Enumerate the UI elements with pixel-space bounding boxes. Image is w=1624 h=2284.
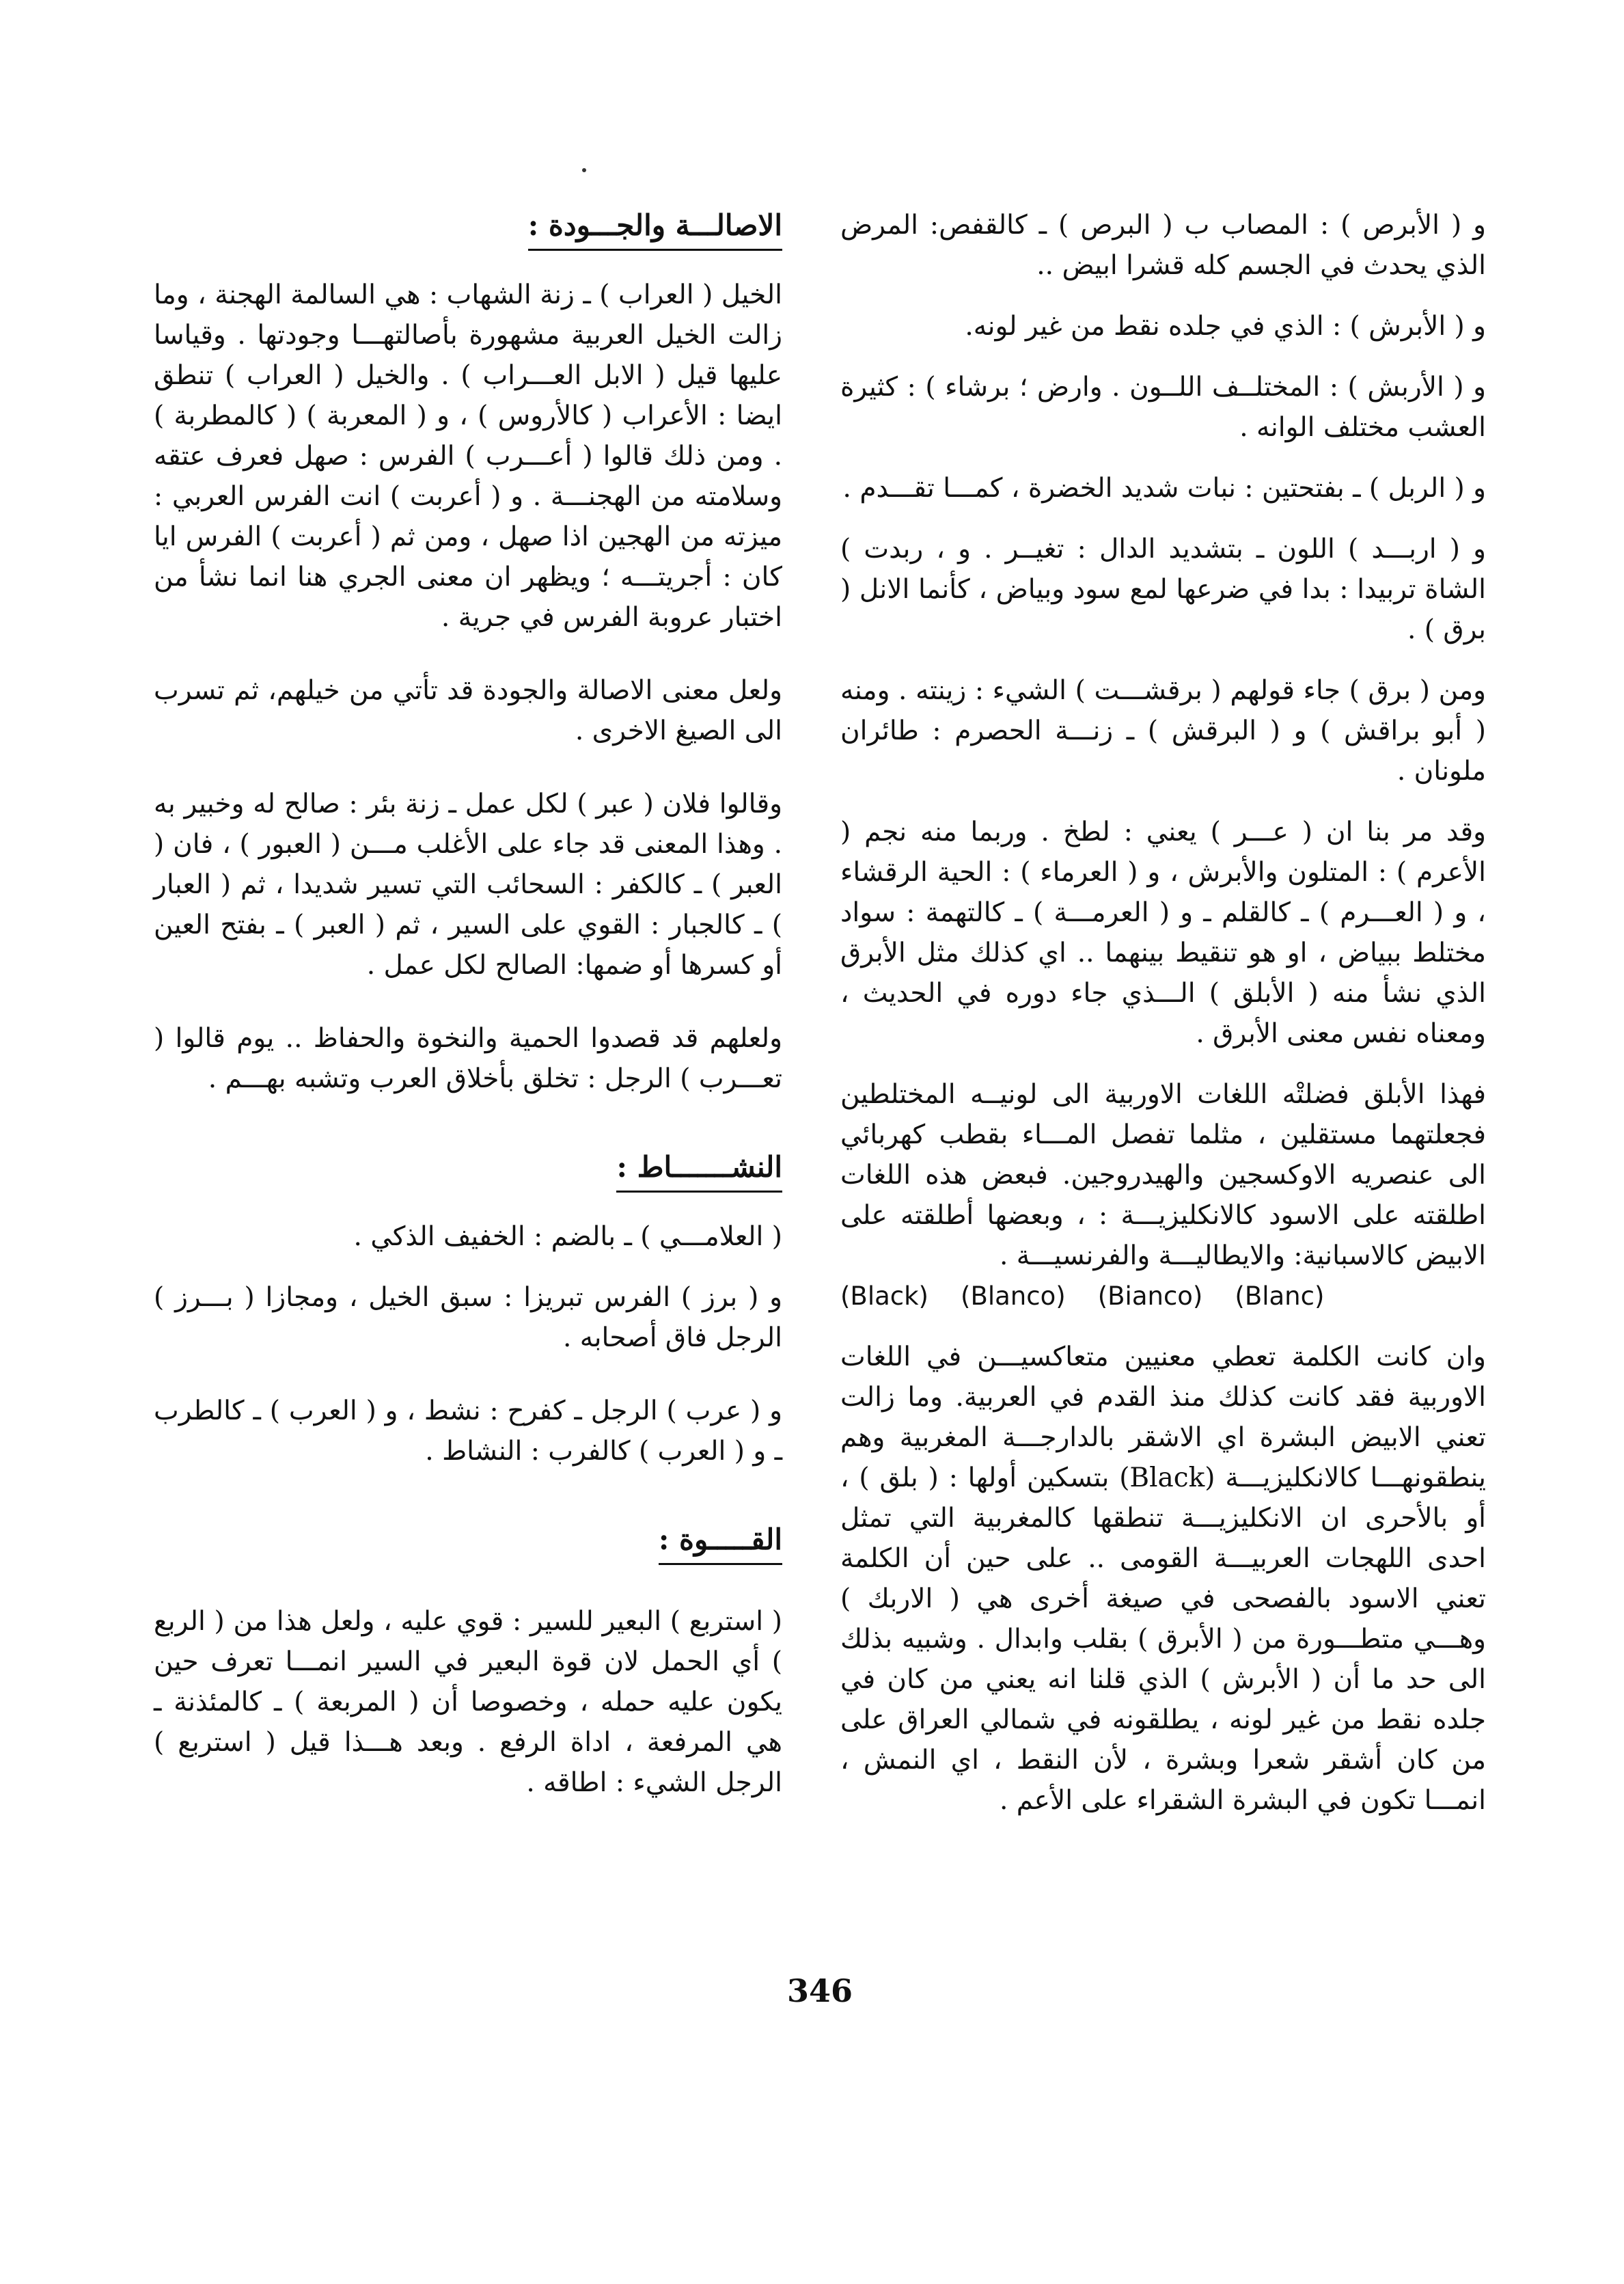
paragraph: و ( الأبرش ) : الذي في جلده نقط من غير لونه. [965,311,1486,342]
paragraph: و ( برز ) الفرس تبريزا : سبق الخيل ، ومجازا ( بـــرز ) الرجل فاق أصحابه . [154,1282,782,1353]
paragraph: و ( الأبرص ) : المصاب ب ( البرص ) ـ كالقفص: المرض الذي يحدث في الجسم كله قشرا ابيض .. [840,210,1486,281]
page-number: 346 [786,1972,853,2009]
paragraph: وقالوا فلان ( عبر ) لكل عمل ـ زنة بئر : صالح له وخبير به . وهذا المعنى قد جاء على الأغلب مـــن ( العبور ) ، فان ( العبر ) ـ كالكفر : السحائب التي تسير شديدا ، ثم ( العبار ) ـ كالجبار : القوي على السير ، ثم ( العبر ) ـ بفتح العين أو كسرها أو ضمها: الصالح لكل عمل . [154,789,782,981]
paragraph: ومن ( برق ) جاء قولهم ( برقشـــت ) الشيء : زينته . ومنه ( أبو براقش ) و ( البرقش ) ـ زنـــة الحصرم : طائران ملونان . [840,675,1486,787]
latin-term: (Blanco) [961,1281,1066,1311]
paragraph: فهذا الأبلق فضلتْه اللغات الاوربية الى لونيــه المختلطين فجعلتهما مستقلين ، مثلما تفصل المـــاء بقطب كهربائي الى عنصريه الاوكسجين والهيدروجين. فبعض هذه اللغات اطلقته على الاسود كالانكليزيـــة : ، وبعضها أطلقته على الابيض كالاسبانية: والايطاليـــة والفرنسيـــة . [840,1079,1486,1271]
paragraph: ( العلامـــي ) ـ بالضم : الخفيف الذكي . [353,1221,782,1252]
paragraph: ( استربع ) البعير للسير : قوي عليه ، ولعل هذا من ( الربع ) أي الحمل لان قوة البعير في السير انمـــا تعرف حين يكون عليه حمله ، وخصوصا أن ( المربعة ) ـ كالمئذنة ـ هي المرفعة ، اداة الرفع . وبعد هـــذا قيل ( استربع ) الرجل الشيء : اطاقه . [154,1606,782,1798]
latin-term: (Black) [840,1281,928,1311]
paragraph: و ( الأربش ) : المختلــف اللــون . وارض ؛ برشاء ) : كثيرة العشب مختلف الوانه . [840,372,1486,443]
paragraph: وقد مر بنا ان ( عـــر ) يعني : لطخ . وربما منه نجم ( الأعرم ) : المتلون والأبرش ، و ( العرماء ) : الحية الرقشاء ، و ( العـــرم ) ـ كالقلم ـ و ( العرمـــة ) ـ كالتهمة : سواد مختلط ببياض ، او هو تنقيط بينهما .. اي كذلك مثل الأبرق الذي نشأ منه ( الأبلق ) الـــذي جاء دوره في الحديث ، ومعناه نفس معنى الأبرق . [840,817,1486,1049]
paragraph: و ( اربـــد ) اللون ـ بتشديد الدال : تغيــر . و ، ربدت ) الشاة تربيدا : بدا في ضرعها لمع سود وبياض ، كأنما الانل ( برق ) . [840,534,1486,645]
paragraph: و ( عرب ) الرجل ـ كفرح : نشط ، و ( العرب ) ـ كالطرب ـ و ( العرب ) كالفرب : النشاط . [154,1396,782,1467]
latin-term: (Blanc) [1235,1281,1325,1311]
section-heading: النشـــــــاط : [616,1147,782,1193]
scan-speck [582,168,586,172]
paragraph: ولعلهم قد قصدوا الحمية والنخوة والحفاظ .. يوم قالوا ( تعـــرب ) الرجل : تخلق بأخلاق العرب وتشبه بهـــم . [154,1023,783,1094]
paragraph: ولعل معنى الاصالة والجودة قد تأتي من خيلهم، ثم تسرب الى الصيغ الاخرى . [154,675,782,746]
paragraph: وان كانت الكلمة تعطي معنيين متعاكسيـــن في اللغات الاوربية فقد كانت كذلك منذ القدم في العربية. وما زالت تعني الابيض البشرة اي الاشقر بالدارجـــة المغربية وهم ينطقونهـــا كالانكليزيـــة (Black) بتسكين أولها : ( بلق ) ، أو بالأحرى ان الانكليزيـــة تنطقها كالمغربية التي تمثل احدى اللهجات العربيـــة القومى .. على حين أن الكلمة تعني الاسود بالفصحى في صيغة أخرى هي ( الاربك ) وهـــي متطـــورة من ( الأبرق ) بقلب وابدال . وشبيه بذلك الى حد ما أن ( الأبرش ) الذي قلنا انه يعني من كان في جلده نقط من غير لونه ، يطلقونه في شمالي العراق على من كان أشقر شعرا وبشرة ، لأن النقط ، اي النمش ، انمـــا تكون في البشرة الشقراء على الأعم . [840,1342,1487,1816]
paragraph: الخيل ( العراب ) ـ زنة الشهاب : هي السالمة الهجنة ، وما زالت الخيل العربية مشهورة بأصالتهـــا وجودتها . وقياسا عليها قيل ( الابل العـــراب ) . والخيل ( العراب ) تنطق ايضا : الأعراب ( كالأروس ) ، و ( المعربة ) ( كالمطربة ) . ومن ذلك قالوا ( أعـــرب ) الفرس : صهل فعرف عتقه وسلامته من الهجنـــة . و ( أعربت ) انت الفرس العربي : ميزته من الهجين اذا صهل ، ومن ثم ( أعربت ) الفرس ايا كان : أجريتـــه ؛ ويظهر ان معنى الجري هنا انما نشأ من اختبار عروبة الفرس في جرية . [154,280,782,633]
latin-terms-row [840,1276,1486,1316]
left-column [154,205,782,1803]
right-column [840,205,1486,1821]
paragraph: و ( الربل ) ـ بفتحتين : نبات شديد الخضرة ، كمـــا تقـــدم . [842,473,1486,504]
latin-term: (Bianco) [1097,1281,1203,1311]
section-heading: القـــــوة : [659,1519,782,1565]
section-heading: الاصالـــة والجـــودة : [528,205,782,251]
